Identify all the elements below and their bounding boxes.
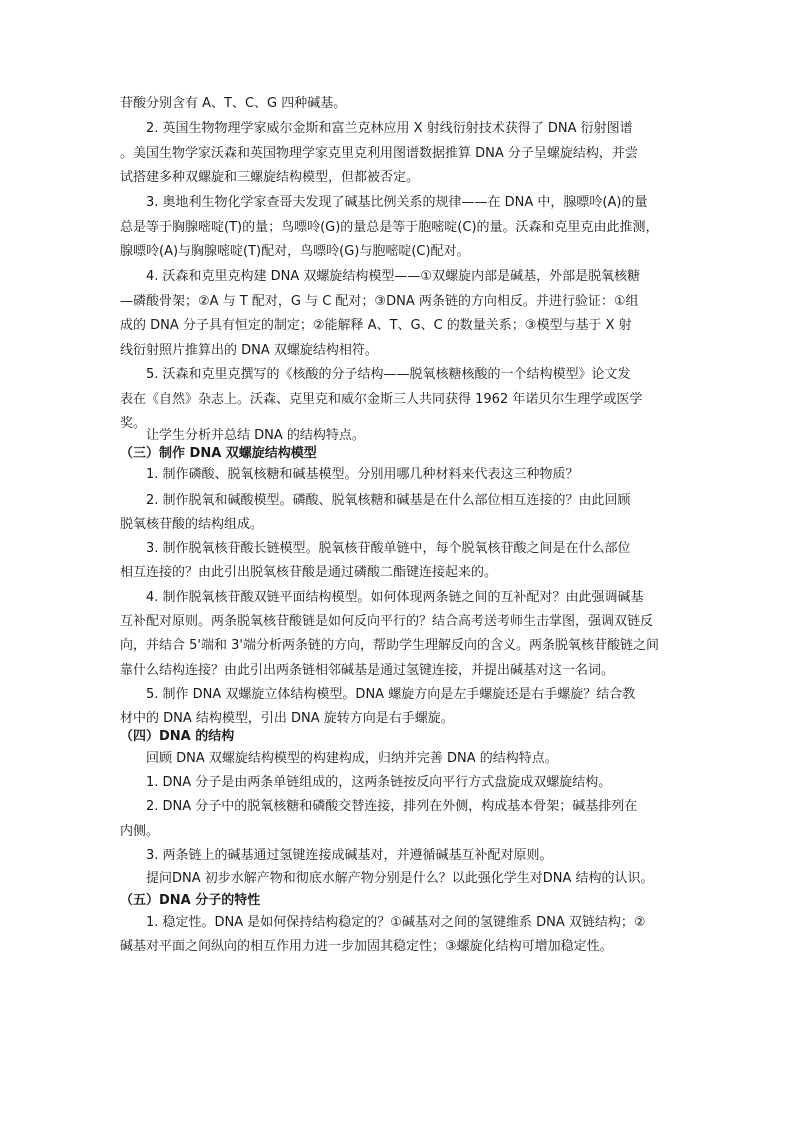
text-line: 回顾 DNA 双螺旋结构模型的构建构成，归纳并完善 DNA 的结构特点。: [146, 751, 558, 766]
text-line: 互补配对原则。两条脱氧核苷酸链是如何反向平行的？结合高考送考师生击掌图，强调双链反: [120, 614, 654, 629]
text-line: 2. DNA 分子中的脱氧核糖和磷酸交替连接，排列在外侧，构成基本骨架；碱基排列在: [146, 799, 638, 814]
text-line: 3. 奥地利生物化学家查哥夫发现了碱基比例关系的规律——在 DNA 中，腺嘌呤(A)的量: [146, 195, 648, 210]
text-line: 表在《自然》杂志上。沃森、克里克和威尔金斯三人共同获得 1962 年诺贝尔生理学或医学: [120, 392, 643, 407]
text-line: 总是等于胸腺嘧啶(T)的量；鸟嘌呤(G)的量总是等于胞嘧啶(C)的量。沃森和克里克由此推测，: [120, 220, 659, 235]
section-heading: （五）DNA 分子的特性: [120, 893, 261, 908]
text-line: 内侧。: [120, 824, 160, 839]
text-line: 5. 沃森和克里克撰写的《核酸的分子结构——脱氧核糖核酸的一个结构模型》论文发: [146, 367, 631, 382]
text-line: 材中的 DNA 结构模型，引出 DNA 旋转方向是右手螺旋。: [120, 711, 454, 726]
text-line: 苷酸分别含有 A、T、C、G 四种碱基。: [120, 96, 347, 111]
text-line: 3. 两条链上的碱基通过氢键连接成碱基对，并遵循碱基互补配对原则。: [146, 848, 553, 863]
text-line: 线衍射照片推算出的 DNA 双螺旋结构相符。: [120, 343, 378, 358]
section-heading: （四）DNA 的结构: [120, 729, 235, 744]
section-heading: （三）制作 DNA 双螺旋结构模型: [120, 446, 317, 461]
text-line: 让学生分析并总结 DNA 的结构特点。: [146, 428, 365, 443]
text-line: 4. 制作脱氧核苷酸双链平面结构模型。如何体现两条链之间的互补配对？由此强调碱基: [146, 590, 644, 605]
text-line: 1. 稳定性。DNA 是如何保持结构稳定的？①碱基对之间的氢键维系 DNA 双链结构；②: [146, 915, 646, 930]
text-line: 相互连接的？由此引出脱氧核苷酸是通过磷酸二酯键连接起来的。: [120, 565, 498, 580]
text-line: 3. 制作脱氧核苷酸长链模型。脱氧核苷酸单链中，每个脱氧核苷酸之间是在什么部位: [146, 541, 631, 556]
text-line: 2. 英国生物物理学家威尔金斯和富兰克林应用 X 射线衍射技术获得了 DNA 衍射图谱: [146, 121, 633, 136]
text-line: —磷酸骨架；②A 与 T 配对，G 与 C 配对；③DNA 两条链的方向相反。并进行验证：①组: [120, 294, 639, 309]
text-line: 奖。: [120, 416, 147, 431]
text-line: 1. DNA 分子是由两条单链组成的，这两条链按反向平行方式盘旋成双螺旋结构。: [146, 775, 612, 790]
text-line: 成的 DNA 分子具有恒定的制定；②能解释 A、T、G、C 的数量关系；③模型与基于 X 射: [120, 318, 632, 333]
text-line: 碱基对平面之间纵向的相互作用力进一步加固其稳定性；③螺旋化结构可增加稳定性。: [120, 939, 613, 954]
text-line: 向，并结合 5'端和 3'端分析两条链的方向，帮助学生理解反向的含义。两条脱氧核苷酸链之间: [120, 638, 659, 653]
text-line: 试搭建多种双螺旋和三螺旋结构模型，但都被否定。: [120, 170, 420, 185]
text-line: 腺嘌呤(A)与胸腺嘧啶(T)配对，鸟嘌呤(G)与胞嘧啶(C)配对。: [120, 244, 470, 259]
text-line: 5. 制作 DNA 双螺旋立体结构模型。DNA 螺旋方向是左手螺旋还是右手螺旋？结合教: [146, 687, 636, 702]
text-line: 2. 制作脱氧和碱酸模型。磷酸、脱氧核糖和碱基是在什么部位相互连接的？由此回顾: [146, 493, 631, 508]
text-line: 脱氧核苷酸的结构组成。: [120, 517, 264, 532]
text-line: 1. 制作磷酸、脱氧核糖和碱基模型。分别用哪几种材料来代表这三种物质？: [146, 467, 579, 482]
text-line: 提问DNA 初步水解产物和彻底水解产物分别是什么？以此强化学生对DNA 结构的认识。: [146, 871, 654, 886]
text-line: 4. 沃森和克里克构建 DNA 双螺旋结构模型——①双螺旋内部是碱基，外部是脱氧核糖: [146, 269, 641, 284]
text-line: 。美国生物学家沃森和英国物理学家克里克利用图谱数据推算 DNA 分子呈螺旋结构，并尝: [120, 146, 638, 161]
text-line: 靠什么结构连接？由此引出两条链相邻碱基是通过氢键连接，并提出碱基对这一名词。: [120, 663, 615, 678]
